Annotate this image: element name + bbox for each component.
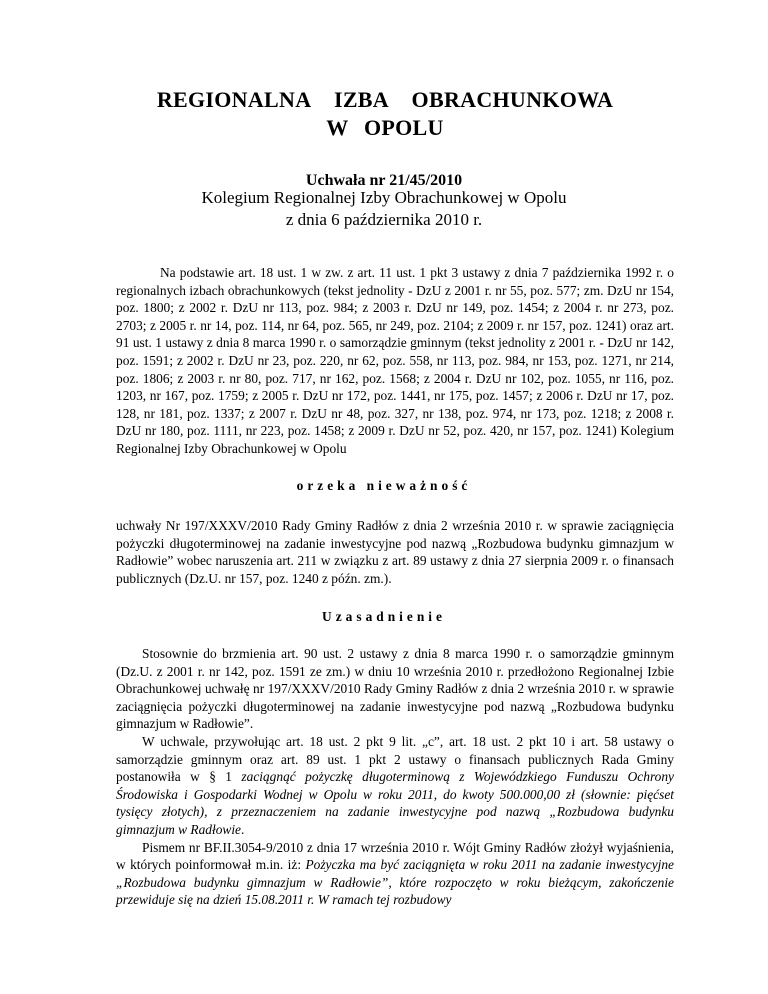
issuer-block xyxy=(0,187,768,231)
organization-name-line2: W OPOLU xyxy=(326,115,444,140)
organization-name-line1: REGIONALNA IZBA OBRACHUNKOWA xyxy=(156,87,614,112)
issuer-line1: Kolegium Regionalnej Izby Obrachunkowej w Opolu xyxy=(201,188,567,207)
paragraph-2-text: W uchwale, przywołując art. 18 ust. 2 pkt 9 lit. „c”, art. 18 ust. 2 pkt 10 i art. 58 ustawy o samorządzie gminnym oraz art. 89 ust. 1 pkt 2 ustawy o finansach publicznych Rada Gminy postanowiła w § 1 xyxy=(116,733,674,785)
justification-heading: Uzasadnienie xyxy=(322,609,446,624)
ruling-heading: orzeka nieważność xyxy=(296,478,472,493)
justification-paragraph-2 xyxy=(116,733,674,839)
justification-paragraph-1: Stosownie do brzmienia art. 90 ust. 2 ustawy z dnia 8 marca 1990 r. o samorządzie gminnym (Dz.U. z 2001 r. nr 142, poz. 1591 ze zm.) w dniu 10 września 2010 r. przedłożono Regionalnej Izbie Obrachunkowej uchwałę nr 197/XXXV/2010 Rady Gminy Radłów z dnia 2 września 2010 r. w sprawie zaciągnięcia pożyczki długoterminowej na zadanie inwestycyjne pod nazwą „Rozbudowa budynku gimnazjum w Radłowie”. xyxy=(116,646,674,732)
paragraph-2-quote: zaciągnąć pożyczkę długoterminową z Wojewódzkiego Funduszu Ochrony Środowiska i Gospodarki Wodnej w Opolu w roku 2011, do kwoty 500.000,00 zł (słownie: pięćset tysięcy złotych), z przeznaczeniem na zadanie inwestycyjne pod nazwą „Rozbudowa budynku gimnazjum w Radłowie xyxy=(116,769,674,837)
issuer-date: z dnia 6 października 2010 r. xyxy=(285,210,483,229)
preamble xyxy=(116,264,674,458)
paragraph-3-text: Pismem nr BF.II.3054-9/2010 z dnia 17 września 2010 r. Wójt Gminy Radłów złożył wyjaśnienia, w których poinformował m.in. iż: xyxy=(116,839,674,873)
paragraph-3-quote: Pożyczka ma być zaciągnięta w roku 2011 na zadanie inwestycyjne „Rozbudowa budynku gimnazjum w Radłowie”, które rozpoczęto w roku bieżącym, zakończenie przewiduje się na dzień 15.08.2011 r. W ramach tej rozbudowy xyxy=(116,857,674,908)
ruling-section xyxy=(116,517,674,587)
paragraph-2-end: . xyxy=(240,821,245,837)
justification-body xyxy=(116,645,674,909)
organization-header xyxy=(110,86,660,142)
ruling-text: uchwały Nr 197/XXXV/2010 Rady Gminy Radłów z dnia 2 września 2010 r. w sprawie zaciągnięcia pożyczki długoterminowej na zadanie inwestycyjne pod nazwą „Rozbudowa budynku gimnazjum w Radłowie” wobec naruszenia art. 211 w związku z art. 89 ustawy z dnia 27 sierpnia 2009 r. o finansach publicznych (Dz.U. nr 157, poz. 1240 z późn. zm.). xyxy=(116,518,674,586)
justification-paragraph-3 xyxy=(116,839,674,909)
resolution-number: Uchwała nr 21/45/2010 xyxy=(305,172,463,189)
preamble-text: Na podstawie art. 18 ust. 1 w zw. z art. 11 ust. 1 pkt 3 ustawy z dnia 7 października 1992 r. o regionalnych izbach obrachunkowych (tekst jednolity - DzU z 2001 r. nr 55, poz. 577; zm. DzU nr 154, poz. 1800; z 2002 r. DzU nr 113, poz. 984; z 2003 r. DzU nr 149, poz. 1454; z 2004 r. nr 273, poz. 2703; z 2005 r. nr 14, poz. 114, nr 64, poz. 565, nr 249, poz. 2104; z 2009 r. nr 157, poz. 1241) oraz art. 91 ust. 1 ustawy z dnia 8 marca 1990 r. o samorządzie gminnym (tekst jednolity z 2001 r. - DzU nr 142, poz. 1591; z 2002 r. DzU nr 23, poz. 220, nr 62, poz. 558, nr 113, poz. 984, nr 153, poz. 1271, nr 214, poz. 1806; z 2003 r. nr 80, poz. 717, nr 162, poz. 1568; z 2004 r. DzU nr 102, poz. 1055, nr 116, poz. 1203, nr 167, poz. 1759; z 2005 r. DzU nr 172, poz. 1441, nr 175, poz. 1457; z 2006 r. DzU nr 17, poz. 128, nr 181, poz. 1337; z 2007 r. DzU nr 48, poz. 327, nr 138, poz. 974, nr 173, poz. 1218; z 2008 r. DzU nr 180, poz. 1111, nr 223, poz. 1458; z 2009 r. DzU nr 52, poz. 420, nr 157, poz. 1241) Kolegium Regionalnej Izby Obrachunkowej w Opolu xyxy=(116,265,674,456)
